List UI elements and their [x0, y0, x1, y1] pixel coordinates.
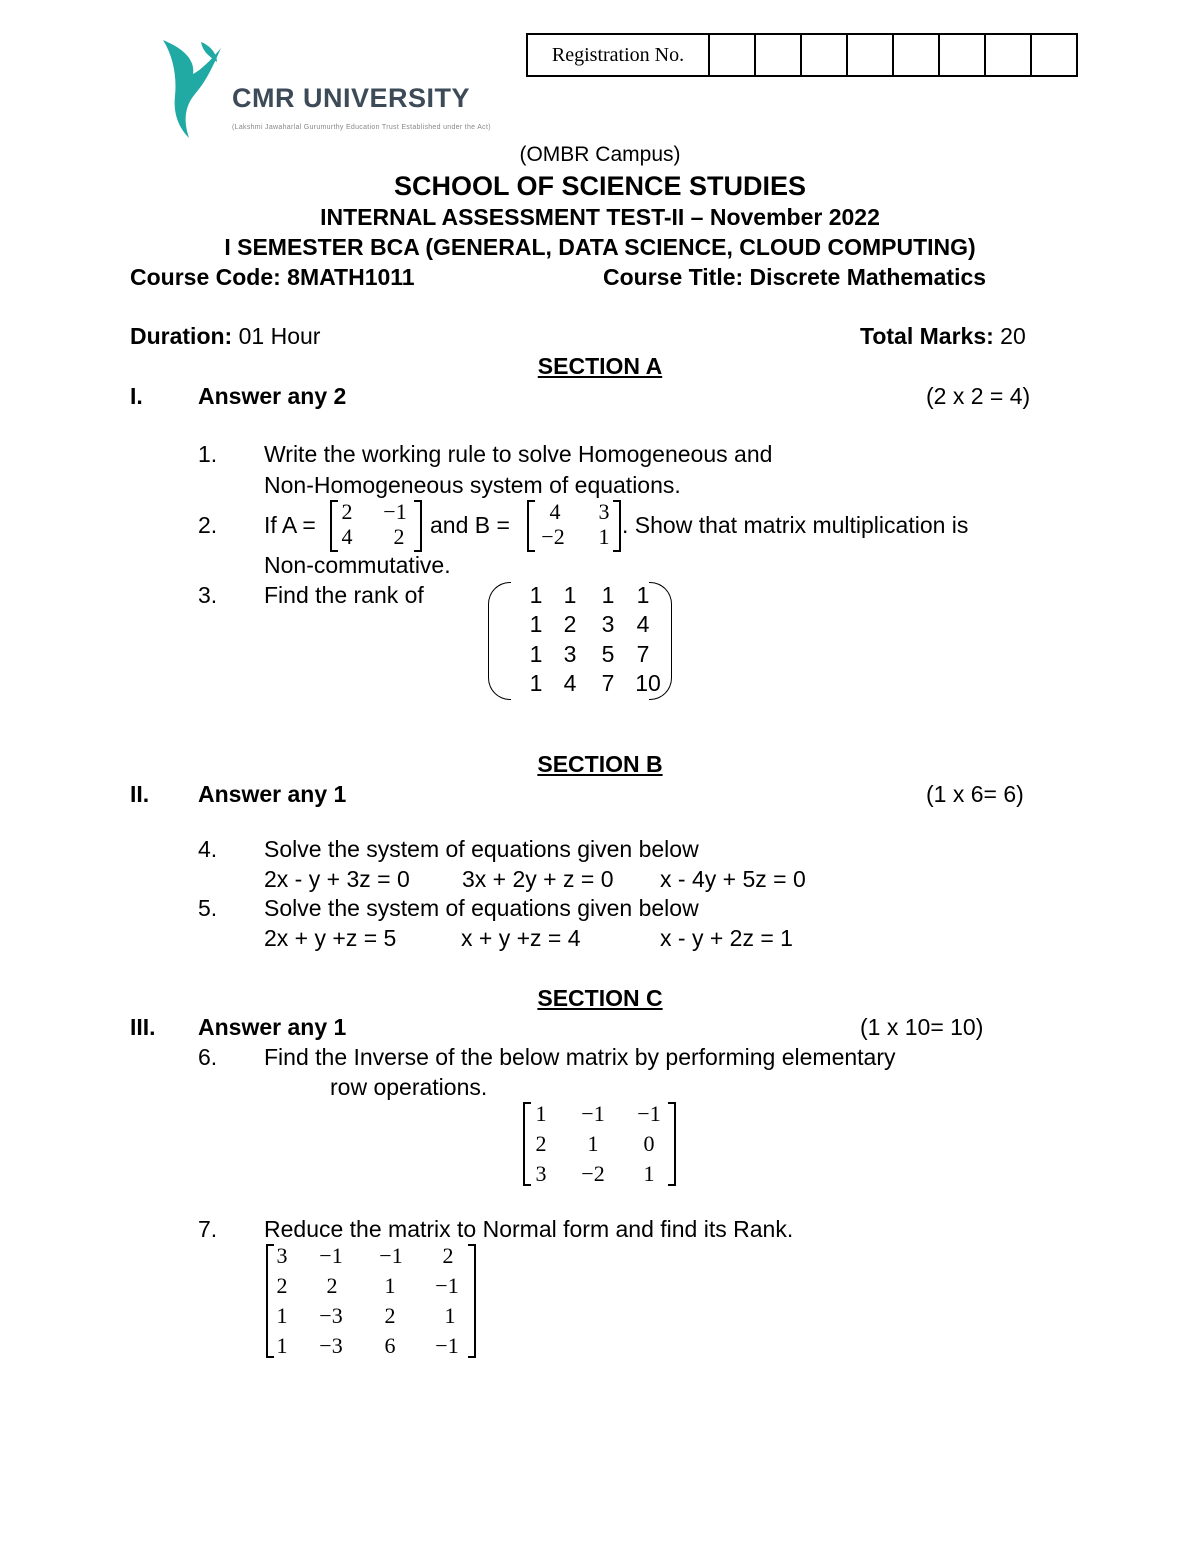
q6-number: 6.	[198, 1044, 218, 1070]
matrix-cell: 5	[601, 641, 615, 667]
q2-and: and B =	[430, 512, 510, 538]
matrix-cell: 3	[598, 499, 610, 524]
q2-matrix-b	[527, 500, 621, 550]
matrix-cell: 1	[444, 1303, 456, 1328]
matrix-cell: 1	[598, 524, 610, 549]
university-logo-icon	[155, 36, 230, 142]
school-name: SCHOOL OF SCIENCE STUDIES	[393, 171, 807, 201]
matrix-cell: −1	[319, 1243, 343, 1268]
section-b-instruction: Answer any 1	[198, 781, 347, 807]
q5-equation-1: 2x + y +z = 5	[264, 925, 397, 951]
registration-box	[526, 33, 1078, 77]
total-marks	[860, 322, 1026, 350]
registration-digit-cell[interactable]	[802, 35, 848, 75]
matrix-cell: 2	[393, 524, 405, 549]
q1-number: 1.	[198, 441, 218, 467]
q3-number: 3.	[198, 582, 218, 608]
total-marks-label: Total Marks:	[860, 323, 994, 349]
section-c-instruction: Answer any 1	[198, 1014, 347, 1040]
matrix-cell: 2	[442, 1243, 454, 1268]
bracket-right	[468, 1244, 476, 1358]
matrix-cell: 4	[341, 524, 353, 549]
q2-if: If A =	[264, 512, 316, 538]
matrix-cell: 1	[601, 582, 615, 608]
section-a-instruction: Answer any 2	[198, 383, 347, 409]
matrix-cell: 1	[529, 670, 543, 696]
matrix-cell: −3	[319, 1333, 343, 1358]
q6-text: Find the Inverse of the below matrix by performing elementary	[264, 1044, 896, 1070]
matrix-cell: 7	[636, 641, 650, 667]
matrix-cell: 2	[535, 1131, 547, 1156]
matrix-cell: −1	[383, 499, 407, 524]
matrix-cell: 2	[384, 1303, 396, 1328]
q4-equation-1: 2x - y + 3z = 0	[264, 866, 410, 892]
matrix-cell: 4	[563, 670, 577, 696]
course-code: Course Code: 8MATH1011	[130, 264, 415, 290]
matrix-cell: −1	[435, 1273, 459, 1298]
matrix-cell: 3	[563, 641, 577, 667]
q7-matrix	[266, 1244, 476, 1356]
q5-equation-2: x + y +z = 4	[461, 925, 581, 951]
q7-text: Reduce the matrix to Normal form and find its Rank.	[264, 1216, 794, 1242]
matrix-cell: 1	[276, 1333, 288, 1358]
matrix-cell: 1	[529, 641, 543, 667]
matrix-cell: 1	[587, 1131, 599, 1156]
section-a-title: SECTION A	[537, 353, 663, 379]
q3-matrix	[488, 582, 672, 700]
matrix-cell: 4	[636, 611, 650, 637]
matrix-cell: 1	[563, 582, 577, 608]
section-c-number: III.	[130, 1014, 156, 1040]
matrix-cell: 0	[643, 1131, 655, 1156]
matrix-cell: 1	[529, 582, 543, 608]
matrix-cell: 3	[535, 1161, 547, 1186]
matrix-cell: 4	[549, 499, 561, 524]
q5-equation-3: x - y + 2z = 1	[660, 925, 793, 951]
q4-text: Solve the system of equations given below	[264, 836, 699, 862]
registration-digit-cell[interactable]	[986, 35, 1032, 75]
logo-name: CMR UNIVERSITY	[232, 83, 471, 113]
matrix-cell: 3	[601, 611, 615, 637]
registration-label: Registration No.	[528, 35, 710, 75]
matrix-cell: −1	[379, 1243, 403, 1268]
q1-text: Write the working rule to solve Homogeneous and	[264, 441, 773, 467]
matrix-cell: −2	[581, 1161, 605, 1186]
semester-title: I SEMESTER BCA (GENERAL, DATA SCIENCE, CLOUD COMPUTING)	[224, 234, 976, 260]
registration-digit-cell[interactable]	[848, 35, 894, 75]
campus-name: (OMBR Campus)	[519, 143, 681, 166]
q3-text: Find the rank of	[264, 582, 424, 608]
q7-number: 7.	[198, 1216, 218, 1242]
course-title: Course Title: Discrete Mathematics	[603, 264, 987, 290]
q6-text-line2: row operations.	[330, 1074, 488, 1100]
bracket-right	[414, 500, 422, 552]
registration-digit-cell[interactable]	[1032, 35, 1076, 75]
paren-left	[488, 582, 511, 700]
q4-equation-2: 3x + 2y + z = 0	[462, 866, 614, 892]
matrix-cell: −3	[319, 1303, 343, 1328]
q2-show: . Show that matrix multiplication is	[622, 512, 969, 538]
matrix-cell: −2	[541, 524, 565, 549]
section-a-marks: (2 x 2 = 4)	[926, 383, 1031, 409]
section-c-marks: (1 x 10= 10)	[860, 1014, 984, 1040]
registration-digit-cell[interactable]	[756, 35, 802, 75]
section-b-title: SECTION B	[537, 751, 663, 777]
q4-number: 4.	[198, 836, 218, 862]
matrix-cell: 1	[535, 1101, 547, 1126]
matrix-cell: 1	[643, 1161, 655, 1186]
registration-digit-cell[interactable]	[710, 35, 756, 75]
matrix-cell: 2	[276, 1273, 288, 1298]
q2-number: 2.	[198, 512, 218, 538]
matrix-cell: 1	[636, 582, 650, 608]
matrix-cell: 1	[529, 611, 543, 637]
registration-digit-cell[interactable]	[894, 35, 940, 75]
duration-label: Duration:	[130, 323, 233, 349]
logo-tagline: (Lakshmi Jawaharlal Gurumurthy Education Trust Established under the Act)	[232, 124, 491, 131]
registration-digit-cell[interactable]	[940, 35, 986, 75]
duration-value: 01 Hour	[232, 323, 321, 349]
total-marks-value: 20	[993, 323, 1026, 349]
q5-number: 5.	[198, 895, 218, 921]
section-b-number: II.	[130, 781, 150, 807]
q4-equation-3: x - 4y + 5z = 0	[660, 866, 806, 892]
q2-text-line2: Non-commutative.	[264, 552, 451, 578]
matrix-cell: 2	[326, 1273, 338, 1298]
matrix-cell: 2	[563, 611, 577, 637]
matrix-cell: −1	[581, 1101, 605, 1126]
matrix-cell: −1	[435, 1333, 459, 1358]
matrix-cell: 7	[601, 670, 615, 696]
matrix-cell: 3	[276, 1243, 288, 1268]
matrix-cell: −1	[637, 1101, 661, 1126]
matrix-cell: 2	[341, 499, 353, 524]
q5-text: Solve the system of equations given below	[264, 895, 699, 921]
matrix-cell: 1	[276, 1303, 288, 1328]
q2-matrix-a	[330, 500, 422, 550]
section-b-marks: (1 x 6= 6)	[926, 781, 1024, 807]
matrix-cell: 1	[384, 1273, 396, 1298]
section-a-number: I.	[130, 383, 143, 409]
q6-matrix	[523, 1102, 676, 1184]
matrix-cell: 6	[384, 1333, 396, 1358]
test-title: INTERNAL ASSESSMENT TEST-II – November 2022	[320, 204, 880, 230]
section-c-title: SECTION C	[537, 985, 663, 1011]
q1-text-line2: Non-Homogeneous system of equations.	[264, 472, 681, 498]
duration	[130, 322, 320, 350]
matrix-cell: 10	[635, 670, 661, 696]
